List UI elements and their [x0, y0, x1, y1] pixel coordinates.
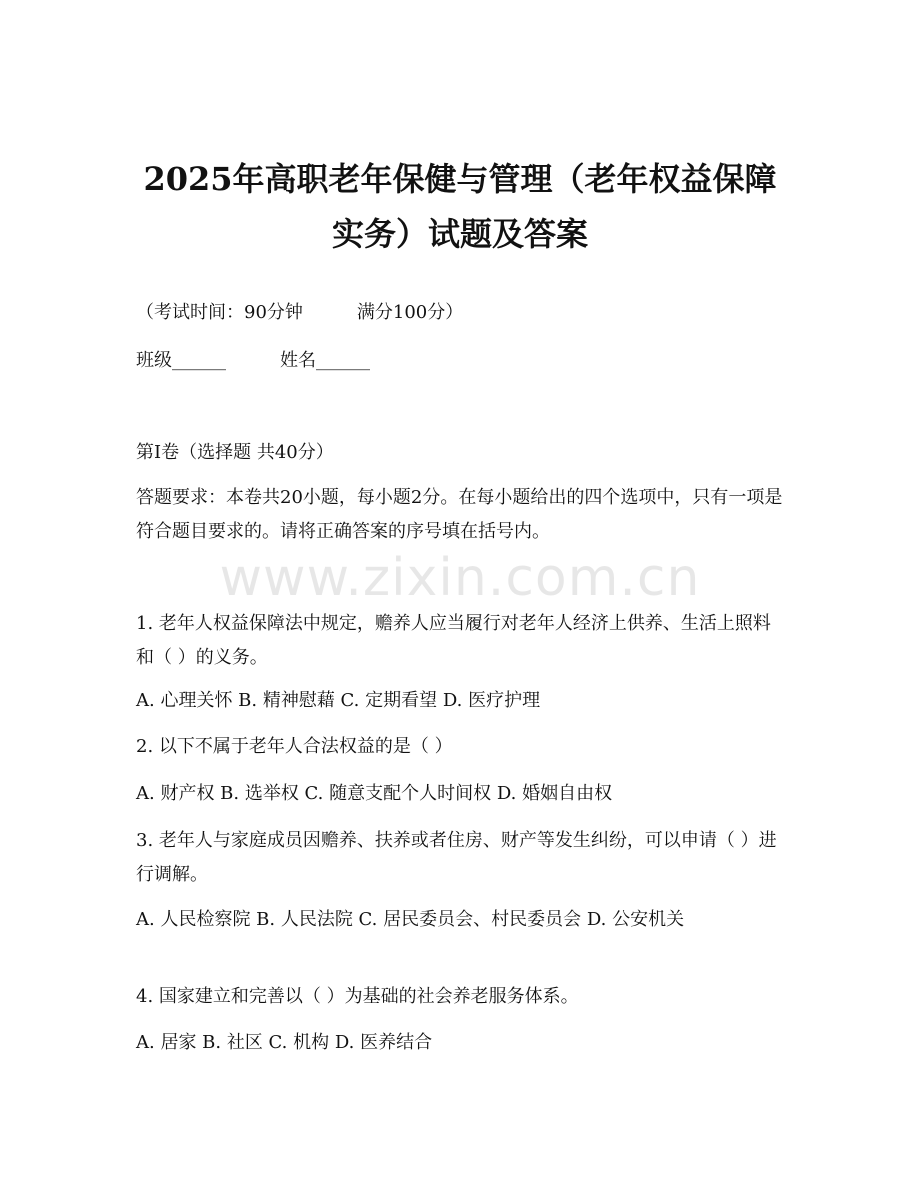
watermark: www.zixin.com.cn: [219, 548, 701, 608]
title-line-1: 2025年高职老年保健与管理（老年权益保障: [143, 160, 777, 198]
question-2-options: A. 财产权 B. 选举权 C. 随意支配个人时间权 D. 婚姻自由权: [136, 783, 613, 804]
exam-time: （考试时间：90分钟: [136, 302, 303, 323]
question-4-stem: 4. 国家建立和完善以（ ）为基础的社会养老服务体系。: [136, 986, 579, 1007]
question-4-options: A. 居家 B. 社区 C. 机构 D. 医养结合: [136, 1032, 433, 1053]
name-field: 姓名______: [280, 350, 370, 371]
exam-score: 满分100分）: [356, 302, 464, 323]
question-3-stem: 3. 老年人与家庭成员因赡养、扶养或者住房、财产等发生纠纷，可以申请（ ）进行调解。: [136, 830, 777, 885]
question-1-options: A. 心理关怀 B. 精神慰藉 C. 定期看望 D. 医疗护理: [136, 690, 541, 711]
class-field: 班级______: [136, 350, 226, 371]
question-2-stem: 2. 以下不属于老年人合法权益的是（ ）: [136, 736, 453, 757]
instructions: 答题要求：本卷共20小题，每小题2分。在每小题给出的四个选项中，只有一项是符合题目要求的。请将正确答案的序号填在括号内。: [136, 487, 783, 542]
question-1-stem: 1. 老年人权益保障法中规定，赡养人应当履行对老年人经济上供养、生活上照料和（ ）的义务。: [136, 613, 771, 668]
title-line-2: 实务）试题及答案: [331, 215, 588, 253]
student-fields: [136, 344, 370, 378]
question-3-options: A. 人民检察院 B. 人民法院 C. 居民委员会、村民委员会 D. 公安机关: [136, 909, 685, 930]
exam-info: [136, 296, 463, 330]
section-title: 第I卷（选择题 共40分）: [136, 442, 334, 463]
document-title: [60, 152, 860, 262]
